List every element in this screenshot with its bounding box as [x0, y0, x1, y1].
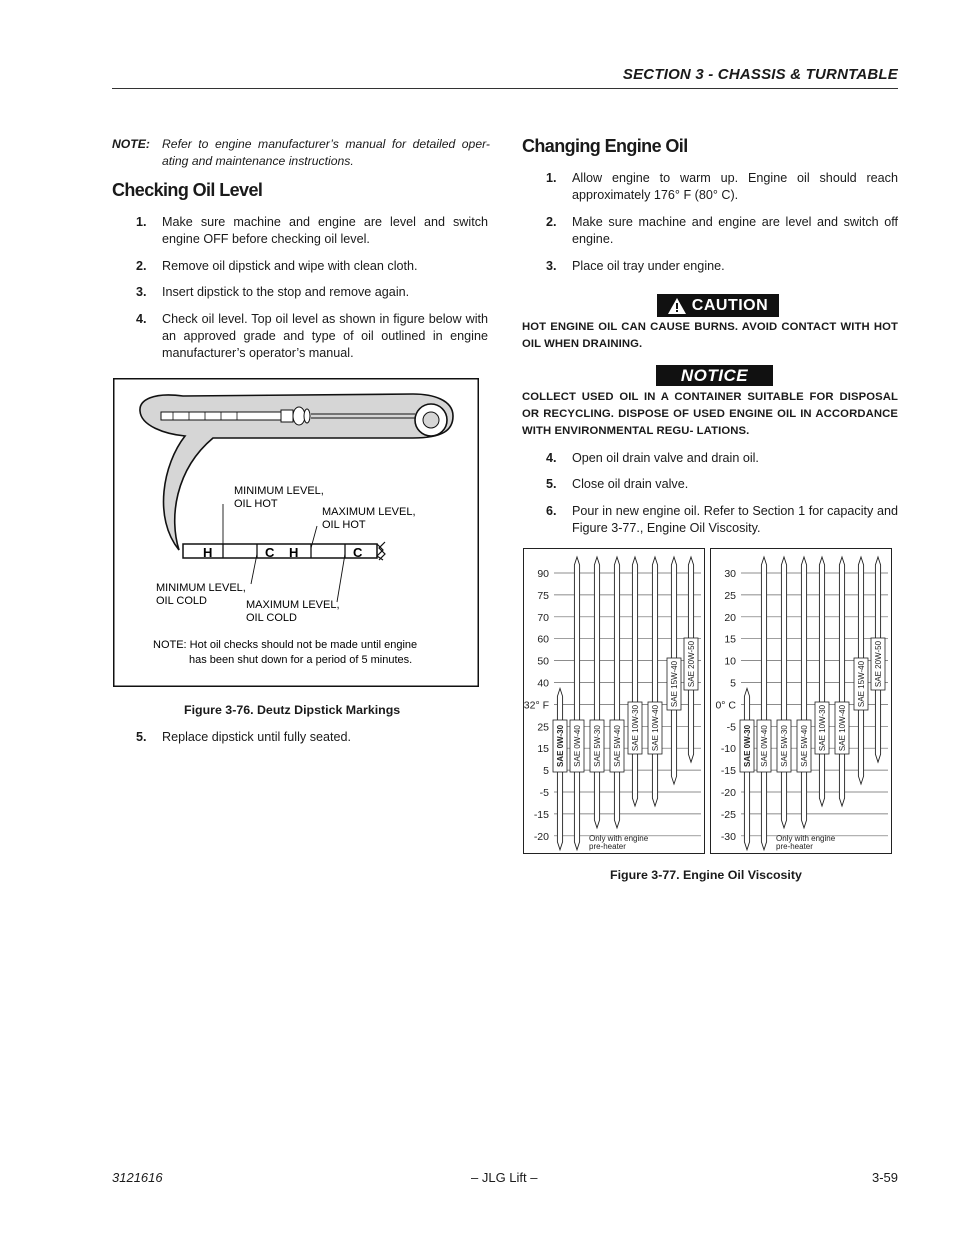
grade-label: SAE 20W-50 — [874, 640, 883, 688]
section-title: SECTION 3 - CHASSIS & TURNTABLE — [622, 66, 898, 83]
note — [112, 136, 490, 170]
tick-label: 75 — [537, 589, 549, 602]
note-text: Refer to engine manufacturer’s manual for detailed oper- ating and maintenance instructions. — [162, 137, 490, 168]
mark-h: H — [289, 545, 299, 560]
dipstick-seal — [293, 407, 305, 425]
preheater-note: Only with engine — [589, 834, 649, 843]
step-text: Allow engine to warm up. Engine oil should reach approximately 176° F (80° C). — [572, 171, 898, 202]
list-item — [546, 450, 898, 467]
mark-c: C — [265, 545, 275, 560]
label-max-cold: OIL COLD — [246, 612, 297, 624]
figure-76-caption: Figure 3-76. Deutz Dipstick Markings — [184, 703, 401, 717]
preheater-note: Only with engine — [776, 834, 836, 843]
changing-heading: Changing Engine Oil — [522, 136, 688, 156]
mark-h: H — [203, 545, 213, 560]
notice-label: NOTICE — [680, 365, 749, 385]
tick-label: 5 — [730, 677, 736, 690]
grade-label: SAE 10W-40 — [838, 704, 847, 752]
tick-label: 0° C — [715, 699, 736, 712]
viscosity-chart-celsius — [710, 548, 892, 854]
grade-bar — [801, 557, 806, 828]
list-item — [136, 258, 488, 275]
grade-label: SAE 0W-40 — [760, 725, 769, 767]
step-number: 4. — [546, 451, 557, 465]
grade-label: SAE 10W-30 — [818, 704, 827, 752]
step-text: Make sure machine and engine are level and switch off engine. — [572, 215, 898, 246]
list-item — [136, 284, 488, 301]
grade-label: SAE 10W-30 — [631, 704, 640, 752]
grade-label: SAE 15W-40 — [670, 660, 679, 708]
tick-label: 5 — [543, 765, 549, 778]
step-text: Replace dipstick until fully seated. — [162, 730, 352, 744]
figure-note: NOTE: Hot oil checks should not be made until engine — [153, 639, 418, 651]
label-max-cold: MAXIMUM LEVEL, — [246, 599, 340, 611]
step-text: Insert dipstick to the stop and remove again. — [162, 285, 410, 299]
step-number: 1. — [546, 171, 557, 185]
tick-label: 90 — [537, 568, 549, 580]
preheater-note: pre-heater — [776, 842, 813, 851]
tick-label: 20 — [724, 611, 736, 624]
list-item — [546, 258, 898, 275]
grade-label: SAE 5W-30 — [593, 725, 602, 767]
tick-label: 40 — [537, 677, 549, 690]
grade-bar — [652, 557, 657, 806]
step-number: 3. — [546, 259, 557, 273]
tick-label: -5 — [539, 787, 549, 799]
grade-label: SAE 15W-40 — [857, 660, 866, 708]
grade-label: SAE 20W-50 — [687, 640, 696, 688]
grade-label: SAE 0W-30 — [743, 724, 752, 768]
viscosity-chart-fahrenheit — [523, 548, 705, 854]
tick-label: -20 — [720, 787, 736, 799]
step-number: 4. — [136, 312, 147, 326]
label-min-hot: OIL HOT — [234, 498, 278, 510]
label-min-cold: OIL COLD — [156, 595, 207, 607]
footer-center: – JLG Lift – — [471, 1170, 538, 1185]
caution-text: HOT ENGINE OIL CAN CAUSE BURNS. AVOID CONTACT WITH HOT OIL WHEN DRAINING. — [522, 321, 898, 350]
step-number: 5. — [546, 477, 557, 491]
step-number: 5. — [136, 730, 147, 744]
label-max-hot: OIL HOT — [322, 519, 366, 531]
list-item — [546, 503, 898, 537]
list-item — [546, 476, 898, 493]
step-text: Check oil level. Top oil level as shown in figure below with an approved grade and type of oil outlined in engine manufacturer’s operator’s manual. — [162, 312, 488, 360]
tick-label: -20 — [533, 830, 549, 843]
label-min-hot: MINIMUM LEVEL, — [234, 485, 324, 497]
grade-bar — [594, 557, 599, 828]
tick-label: 25 — [724, 589, 736, 602]
grade-label: SAE 5W-30 — [780, 725, 789, 767]
mark-c: C — [353, 545, 363, 560]
grade-bar — [614, 557, 619, 828]
tick-label: 10 — [724, 655, 736, 668]
tick-label: -25 — [720, 808, 736, 821]
grade-bar — [632, 557, 637, 806]
tick-label: 25 — [537, 721, 549, 734]
label-max-hot: MAXIMUM LEVEL, — [322, 506, 416, 518]
grade-bar — [574, 557, 579, 850]
tick-label: -15 — [720, 765, 736, 778]
tick-label: 32° F — [523, 699, 549, 712]
tick-label: 60 — [537, 633, 549, 646]
tick-label: -5 — [726, 721, 736, 734]
tick-label: 70 — [537, 611, 549, 624]
step-text: Place oil tray under engine. — [572, 259, 725, 273]
step-text: Close oil drain valve. — [572, 477, 689, 491]
dipstick-collar — [281, 410, 293, 422]
list-item — [136, 214, 488, 248]
tick-label: 50 — [537, 655, 549, 668]
note-label: NOTE: — [112, 137, 150, 151]
grade-label: SAE 0W-30 — [556, 724, 565, 768]
tick-label: 15 — [724, 633, 736, 646]
notice-text: COLLECT USED OIL IN A CONTAINER SUITABLE FOR DISPOSAL OR RECYCLING. DISPOSE OF USED ENGINE OIL IN ACCORDANCE WITH ENVIRONMENTAL REGU- LATIONS. — [522, 391, 898, 437]
tick-label: -30 — [720, 830, 736, 843]
caution-label: CAUTION — [691, 296, 769, 314]
checking-heading: Checking Oil Level — [112, 180, 263, 200]
step-text: Make sure machine and engine are level and switch engine OFF before checking oil level. — [162, 215, 488, 246]
warning-triangle-icon — [668, 298, 686, 314]
tick-label: 30 — [724, 568, 736, 580]
list-item — [136, 729, 488, 746]
step-number: 2. — [546, 215, 557, 229]
step-number: 1. — [136, 215, 147, 229]
grade-label: SAE 10W-40 — [651, 704, 660, 752]
step-number: 3. — [136, 285, 147, 299]
tick-label: -15 — [533, 808, 549, 821]
page-number: 3-59 — [871, 1170, 898, 1185]
step-text: Pour in new engine oil. Refer to Section 1 for capacity and Figure 3-77., Engine Oil Viscosity. — [572, 504, 898, 535]
grade-label: SAE 5W-40 — [800, 725, 809, 767]
dipstick-figure — [113, 378, 479, 687]
list-item — [136, 311, 488, 362]
doc-number: 3121616 — [112, 1170, 163, 1185]
preheater-note: pre-heater — [589, 842, 626, 851]
header-rule — [112, 88, 898, 89]
tick-label: -10 — [720, 743, 736, 756]
step-text: Remove oil dipstick and wipe with clean cloth. — [162, 259, 418, 273]
grade-bar — [781, 557, 786, 828]
figure-77-caption: Figure 3-77. Engine Oil Viscosity — [610, 868, 802, 882]
step-number: 2. — [136, 259, 147, 273]
step-number: 6. — [546, 504, 557, 518]
tick-label: 15 — [537, 743, 549, 756]
grade-label: SAE 0W-40 — [573, 725, 582, 767]
caution-badge — [657, 294, 779, 317]
grade-bar — [819, 557, 824, 806]
grade-bar — [761, 557, 766, 850]
list-item — [546, 170, 898, 204]
grade-bar — [839, 557, 844, 806]
figure-note: has been shut down for a period of 5 minutes. — [189, 654, 413, 666]
list-item — [546, 214, 898, 248]
step-text: Open oil drain valve and drain oil. — [572, 451, 759, 465]
label-min-cold: MINIMUM LEVEL, — [156, 582, 246, 594]
notice-badge — [656, 365, 773, 386]
grade-label: SAE 5W-40 — [613, 725, 622, 767]
